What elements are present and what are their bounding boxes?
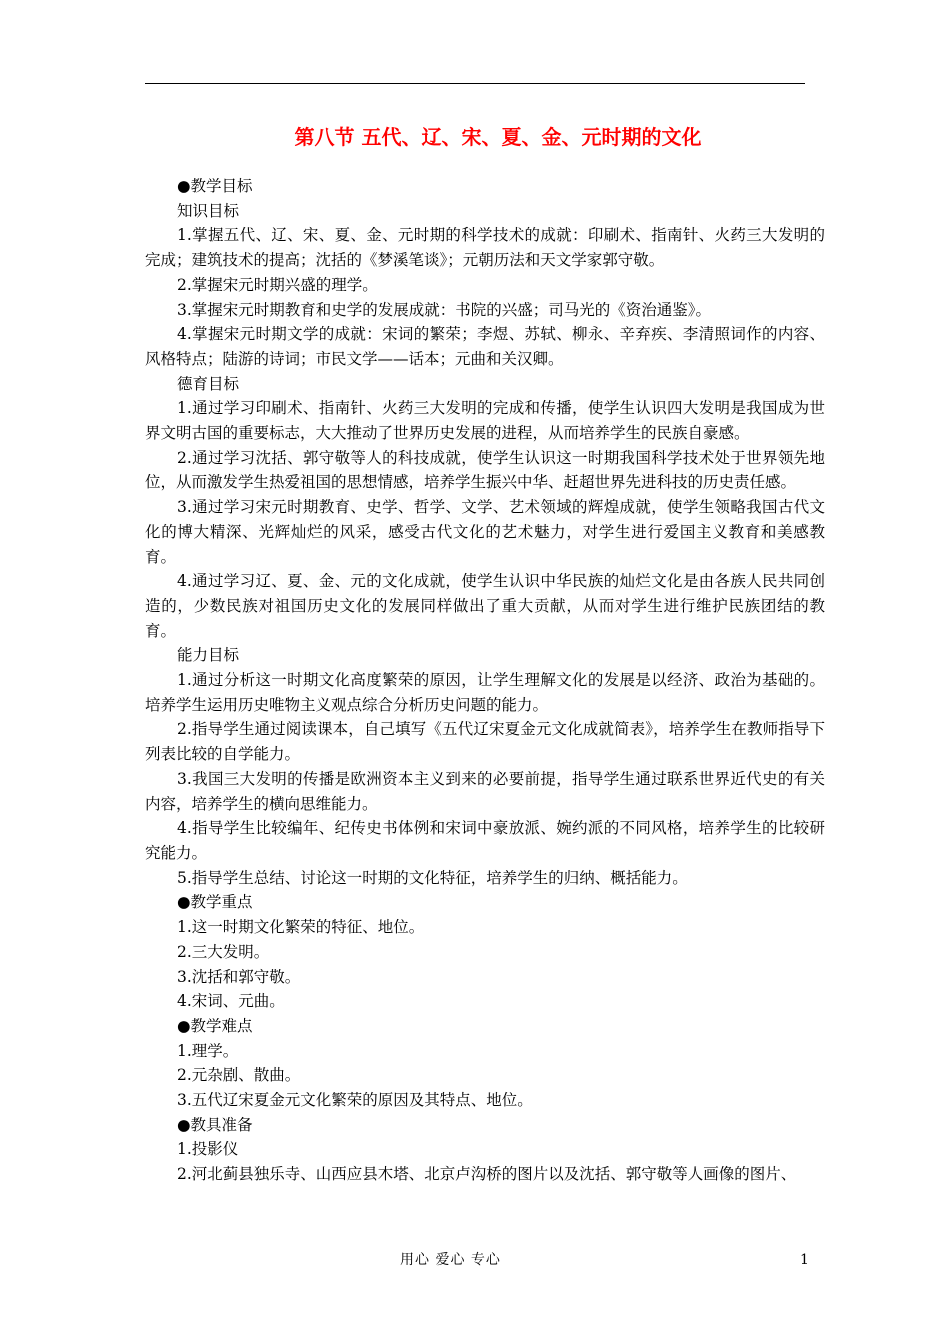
paragraph: 2.通过学习沈括、郭守敬等人的科技成就，使学生认识这一时期我国科学技术处于世界领先地位，从而激发学生热爱祖国的思想情感，培养学生振兴中华、赶超世界先进科技的历史责任感。: [145, 448, 825, 492]
page-number: 1: [800, 1252, 809, 1268]
paragraph: 知识目标: [177, 201, 240, 220]
document-body: [145, 174, 825, 1187]
footer-motto: 用心 爱心 专心: [400, 1252, 501, 1268]
paragraph: 4.掌握宋元时期文学的成就：宋词的繁荣；李煜、苏轼、柳永、辛弃疾、李清照词作的内容、风格特点；陆游的诗词；市民文学——话本；元曲和关汉卿。: [145, 325, 825, 368]
paragraph: 3.沈括和郭守敬。: [177, 967, 301, 986]
paragraph: 1.投影仪: [177, 1140, 239, 1159]
document-title: 第八节 五代、辽、宋、夏、金、元时期的文化: [294, 125, 702, 149]
paragraph: 4.通过学习辽、夏、金、元的文化成就，使学生认识中华民族的灿烂文化是由各族人民共同创造的，少数民族对祖国历史文化的发展同样做出了重大贡献，从而对学生进行维护民族团结的教育。: [145, 572, 825, 640]
paragraph: 1.这一时期文化繁荣的特征、地位。: [177, 918, 425, 937]
paragraph: 1.通过学习印刷术、指南针、火药三大发明的完成和传播，使学生认识四大发明是我国成为世界文明古国的重要标志，大大推动了世界历史发展的进程，从而培养学生的民族自豪感。: [145, 399, 825, 443]
paragraph: 1.掌握五代、辽、宋、夏、金、元时期的科学技术的成就：印刷术、指南针、火药三大发明的完成；建筑技术的提高；沈括的《梦溪笔谈》；元朝历法和天文学家郭守敬。: [145, 226, 825, 270]
paragraph: 3.通过学习宋元时期教育、史学、哲学、文学、艺术领域的辉煌成就，使学生领略我国古代文化的博大精深、光辉灿烂的风采，感受古代文化的艺术魅力，对学生进行爱国主义教育和美感教育。: [145, 498, 825, 566]
paragraph: 2.掌握宋元时期兴盛的理学。: [177, 275, 378, 294]
paragraph: 能力目标: [177, 646, 240, 665]
paragraph: 3.五代辽宋夏金元文化繁荣的原因及其特点、地位。: [177, 1091, 533, 1110]
header-rule: [145, 83, 805, 84]
paragraph: ●教学难点: [177, 1016, 253, 1035]
paragraph: 1.通过分析这一时期文化高度繁荣的原因，让学生理解文化的发展是以经济、政治为基础的。培养学生运用历史唯物主义观点综合分析历史问题的能力。: [145, 671, 825, 714]
paragraph: ●教具准备: [177, 1115, 253, 1134]
paragraph: 2.指导学生通过阅读课本，自己填写《五代辽宋夏金元文化成就简表》，培养学生在教师指导下列表比较的自学能力。: [145, 720, 825, 764]
paragraph: 1.理学。: [177, 1041, 239, 1060]
paragraph: 4.指导学生比较编年、纪传史书体例和宋词中豪放派、婉约派的不同风格，培养学生的比较研究能力。: [145, 819, 825, 862]
paragraph: 2.三大发明。: [177, 942, 270, 961]
paragraph: 5.指导学生总结、讨论这一时期的文化特征，培养学生的归纳、概括能力。: [177, 868, 688, 887]
paragraph: 3.我国三大发明的传播是欧洲资本主义到来的必要前提，指导学生通过联系世界近代史的有关内容，培养学生的横向思维能力。: [145, 769, 825, 813]
paragraph: ●教学重点: [177, 893, 253, 912]
paragraph: 2.河北蓟县独乐寺、山西应县木塔、北京卢沟桥的图片以及沈括、郭守敬等人画像的图片、: [177, 1165, 797, 1184]
paragraph: ●教学目标: [177, 177, 253, 195]
paragraph: 2.元杂剧、散曲。: [177, 1066, 301, 1085]
paragraph: 3.掌握宋元时期教育和史学的发展成就：书院的兴盛；司马光的《资治通鉴》。: [177, 300, 712, 319]
paragraph: 4.宋词、元曲。: [177, 992, 285, 1011]
paragraph: 德育目标: [177, 374, 240, 393]
